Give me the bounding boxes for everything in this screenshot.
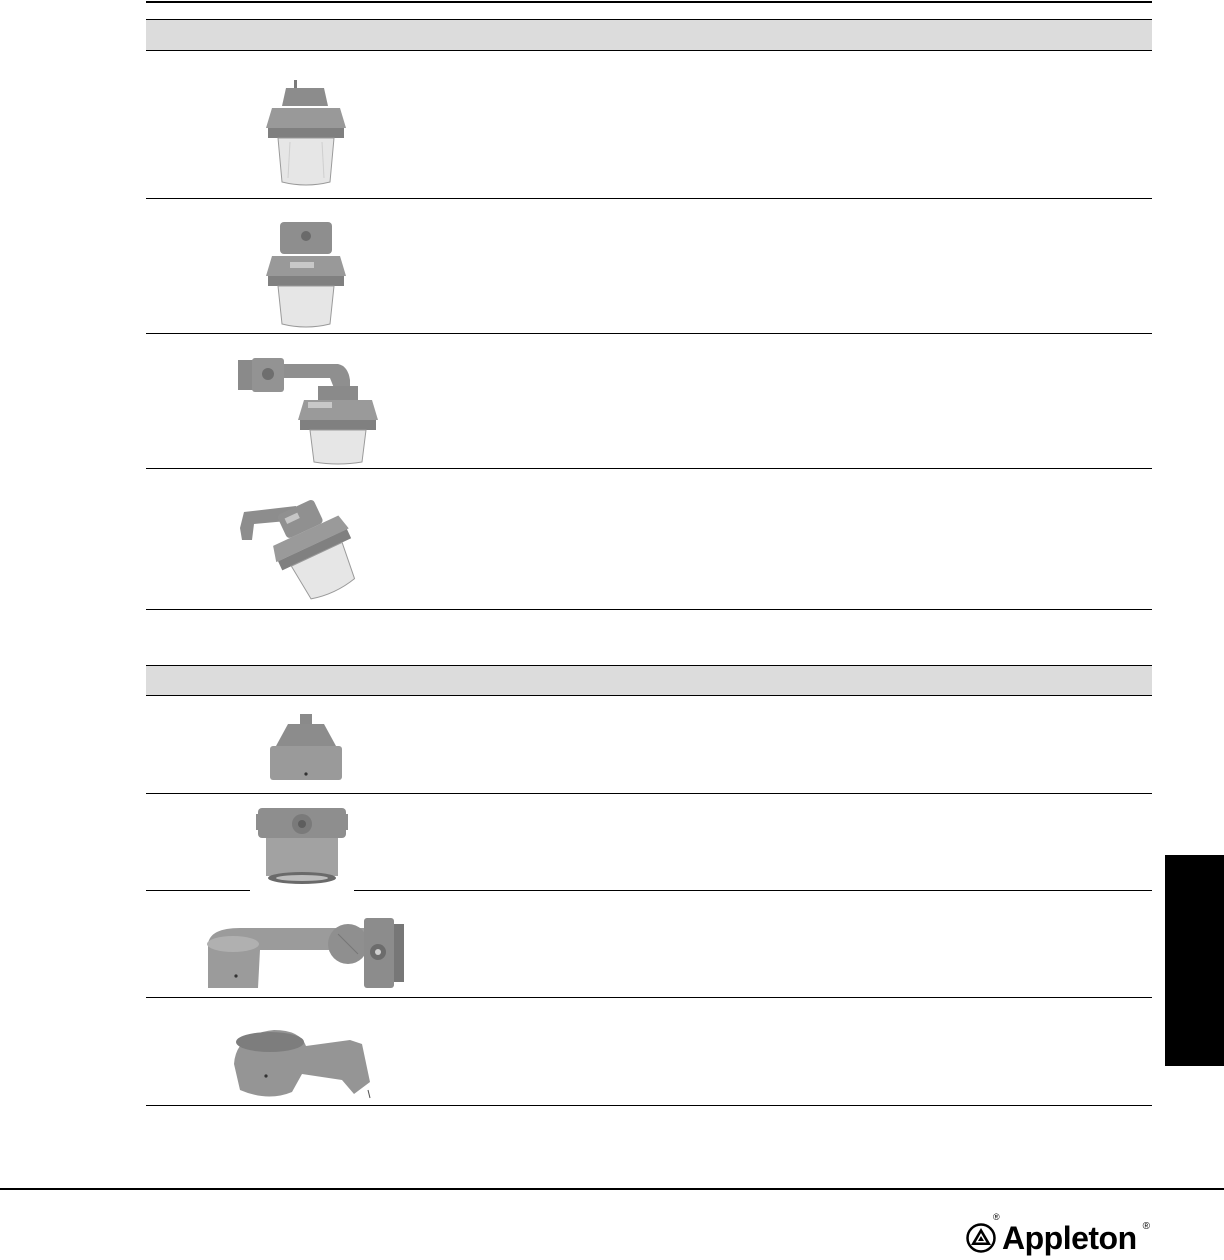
section-thumb-tab [1165, 855, 1224, 1066]
row-divider [146, 468, 1152, 469]
top-rule [146, 1, 1152, 3]
row-divider-right [354, 890, 1152, 891]
section-a-header-bottom-rule [146, 50, 1152, 51]
angle-stanchion-fixture-icon [236, 488, 360, 606]
row-divider [146, 333, 1152, 334]
ceiling-fixture-icon [262, 218, 350, 330]
wall-bracket-mount-icon [200, 914, 410, 994]
ceiling-box-icon [252, 804, 352, 890]
brand-registered-mark: ® [1142, 1221, 1151, 1232]
section-b-bottom-rule [146, 1105, 1152, 1106]
row-divider-left [146, 890, 250, 891]
brand-name: Appleton [1002, 1220, 1137, 1256]
section-a-header-top-rule [146, 19, 1152, 20]
row-divider [146, 793, 1152, 794]
section-a-header-band [146, 20, 1152, 50]
appleton-triangle-logo-icon [966, 1223, 996, 1253]
section-b-header-band [146, 666, 1152, 695]
wall-bracket-fixture-icon [234, 354, 390, 466]
logo-registered-mark: ® [993, 1212, 1000, 1222]
footer-rule [0, 1188, 1224, 1190]
section-b-header-top-rule [146, 665, 1152, 666]
row-divider [146, 997, 1152, 998]
section-b-header-bottom-rule [146, 695, 1152, 696]
section-a-bottom-rule [146, 609, 1152, 610]
pendant-fixture-icon [258, 78, 354, 190]
pendant-hub-icon [264, 712, 348, 784]
row-divider [146, 198, 1152, 199]
appleton-logo [966, 1212, 1151, 1258]
angle-bracket-mount-icon [230, 1020, 376, 1102]
